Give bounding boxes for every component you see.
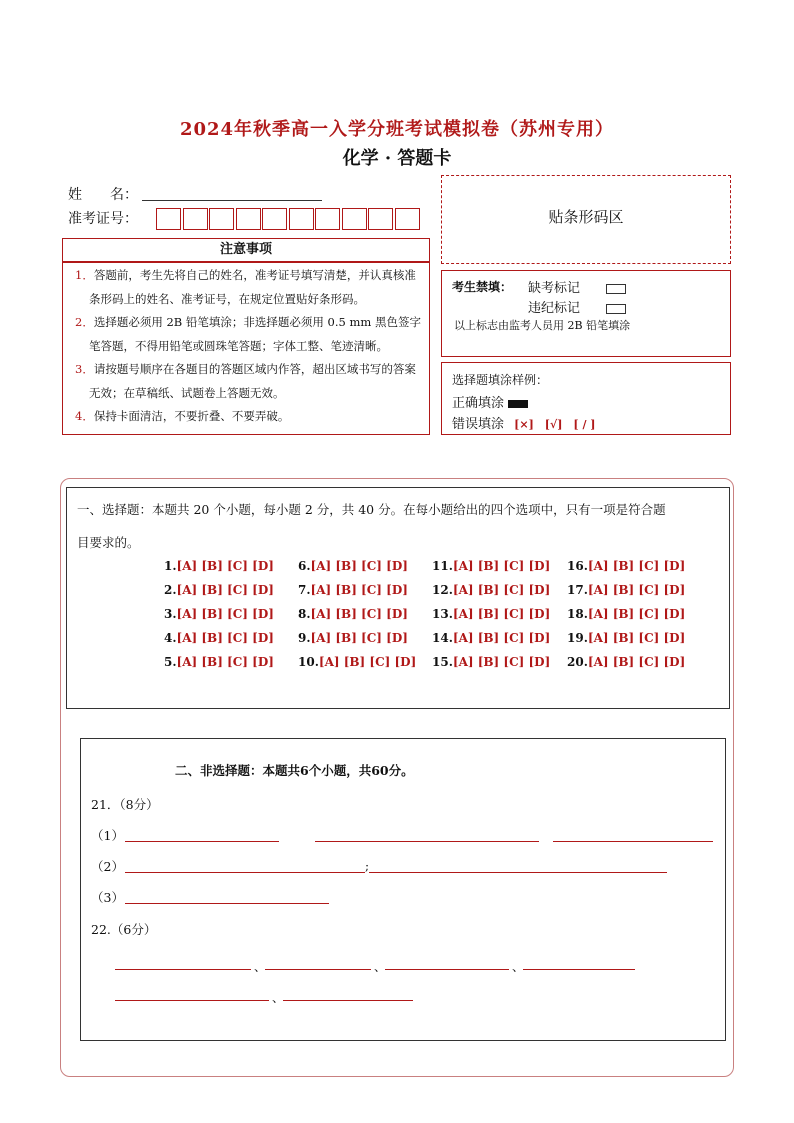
answer-options[interactable]: [A] [B] [C] [D] [587,583,686,597]
question-number: 10. [298,655,319,669]
question-number: 18. [567,607,588,621]
id-cell[interactable] [236,208,261,230]
question-number: 4. [164,631,177,645]
forbidden-note: 以上标志由监考人员用 2B 铅笔填涂 [454,319,631,332]
question-number: 11. [432,559,453,573]
answer-options[interactable]: [A] [B] [C] [D] [452,583,551,597]
section2-heading: 二、非选择题：本题共6个小题，共60分。 [175,763,414,778]
id-label: 准考证号： [68,211,138,227]
answer-line[interactable] [115,969,251,970]
question-number: 1. [164,559,177,573]
answer-options[interactable]: [A] [B] [C] [D] [587,607,686,621]
question-number: 15. [432,655,453,669]
sample-panel [441,362,731,435]
answer-line[interactable] [125,903,329,904]
question-number: 6. [298,559,311,573]
answer-line[interactable] [315,841,539,842]
wrong-row [452,413,596,432]
q21-label: 21．（8分） [91,797,159,812]
answer-line[interactable] [283,1000,413,1001]
section2-box [80,738,726,1041]
answer-options[interactable]: [A] [B] [C] [D] [587,655,686,669]
barcode-area [441,175,731,264]
choice-question[interactable] [164,559,274,573]
id-cell[interactable] [315,208,340,230]
violation-label: 违纪标记 [528,301,581,316]
separator-mark: 、 [272,991,285,1005]
barcode-label: 贴条形码区 [548,208,624,226]
id-cell[interactable] [262,208,287,230]
correct-row [452,392,528,411]
notice-title: 注意事项 [219,242,272,257]
question-number: 8. [298,607,311,621]
id-cell[interactable] [156,208,181,230]
absent-row [528,277,626,296]
answer-options[interactable]: [A] [B] [C] [D] [318,655,417,669]
id-cell[interactable] [342,208,367,230]
choice-question[interactable] [432,559,550,573]
choice-question[interactable] [432,631,550,645]
id-cell[interactable] [289,208,314,230]
question-number: 13. [432,607,453,621]
answer-line[interactable] [125,872,365,873]
answer-options[interactable]: [A] [B] [C] [D] [310,631,408,645]
q21-part1-label: （1） [91,828,124,843]
id-cell[interactable] [209,208,234,230]
question-number: 5. [164,655,177,669]
notice-header [62,238,430,262]
choice-question[interactable] [298,655,416,669]
answer-line[interactable] [553,841,713,842]
wrong-marks: [×] [√] [ / ] [514,418,596,431]
question-number: 7. [298,583,311,597]
violation-mark-box[interactable] [606,304,626,314]
section1-heading: 一、选择题：本题共 20 个小题，每小题 2 分，共 40 分。在每小题给出的四个选项中，只有一项是符合题 [77,502,666,517]
answer-options[interactable]: [A] [B] [C] [D] [452,655,551,669]
question-number: 3. [164,607,177,621]
answer-line[interactable] [523,969,635,970]
answer-line[interactable] [369,872,667,873]
choice-question[interactable] [432,607,550,621]
violation-row [528,297,626,316]
choice-question[interactable] [432,655,550,669]
choice-question[interactable] [164,631,274,645]
separator-mark: 、 [512,960,525,974]
answer-options[interactable]: [A] [B] [C] [D] [587,559,686,573]
name-label: 姓 名： [68,187,138,203]
absent-mark-box[interactable] [606,284,626,294]
notice-item: 3．请按题号顺序在各题目的答题区域内作答，超出区域书写的答案无效；在草稿纸、试题卷上答题无效。 [75,362,416,400]
answer-line[interactable] [125,841,279,842]
choice-question[interactable] [164,583,274,597]
choice-question[interactable] [432,583,550,597]
q22-label: 22.（6分） [91,922,157,937]
answer-options[interactable]: [A] [B] [C] [D] [310,559,408,573]
answer-options[interactable]: [A] [B] [C] [D] [176,607,274,621]
answer-options[interactable]: [A] [B] [C] [D] [310,607,408,621]
question-number: 16. [567,559,588,573]
answer-options[interactable]: [A] [B] [C] [D] [452,559,551,573]
separator-mark: 、 [254,960,267,974]
answer-options[interactable]: [A] [B] [C] [D] [176,655,274,669]
answer-options[interactable]: [A] [B] [C] [D] [452,607,551,621]
separator-mark: 、 [374,960,387,974]
choice-question[interactable] [298,559,408,573]
choice-question[interactable] [164,607,274,621]
semicolon-mark: ; [365,859,370,873]
choice-question[interactable] [567,583,685,597]
question-number: 20. [567,655,588,669]
answer-line[interactable] [265,969,371,970]
forbidden-label: 考生禁填： [452,280,513,294]
id-number-boxes[interactable] [156,208,421,230]
choice-question[interactable] [164,655,274,669]
forbidden-panel [441,270,731,357]
section1-box [66,487,730,709]
answer-options[interactable]: [A] [B] [C] [D] [176,559,274,573]
answer-options[interactable]: [A] [B] [C] [D] [310,583,408,597]
question-number: 2. [164,583,177,597]
wrong-label: 错误填涂 [452,417,505,432]
answer-options[interactable]: [A] [B] [C] [D] [176,583,274,597]
choice-question[interactable] [567,607,685,621]
sample-title: 选择题填涂样例： [452,373,549,387]
choice-question[interactable] [298,631,408,645]
answer-line[interactable] [385,969,509,970]
section1-heading-2: 目要求的。 [77,535,140,550]
answer-options[interactable]: [A] [B] [C] [D] [587,631,686,645]
question-number: 19. [567,631,588,645]
choice-question[interactable] [567,655,685,669]
question-number: 9. [298,631,311,645]
page-title: 2024年秋季高一入学分班考试模拟卷（苏州专用） [179,119,615,140]
choice-question[interactable] [567,559,685,573]
question-number: 12. [432,583,453,597]
page-subtitle: 化学 · 答题卡 [342,148,452,169]
filled-mark [508,400,528,408]
correct-label: 正确填涂 [452,396,505,411]
id-cell[interactable] [395,208,420,230]
question-number: 14. [432,631,453,645]
answer-line[interactable] [115,1000,269,1001]
choice-question[interactable] [298,583,408,597]
question-number: 17. [567,583,588,597]
id-cell[interactable] [183,208,208,230]
notice-item: 2．选择题必须用 2B 铅笔填涂；非选择题必须用 0.5 mm 黑色签字笔答题，不得用铅笔或圆珠笔答题；字体工整、笔迹清晰。 [75,315,421,353]
q21-part3-label: （3） [91,890,124,905]
answer-options[interactable]: [A] [B] [C] [D] [176,631,274,645]
choice-question[interactable] [298,607,408,621]
id-cell[interactable] [368,208,393,230]
notice-item: 4．保持卡面清洁，不要折叠、不要弄破。 [75,409,290,423]
name-field[interactable] [142,200,322,201]
q21-part2-label: （2） [91,859,124,874]
answer-options[interactable]: [A] [B] [C] [D] [452,631,551,645]
notice-panel [62,262,430,435]
choice-question[interactable] [567,631,685,645]
absent-label: 缺考标记 [528,281,581,296]
notice-item: 1．答题前，考生先将自己的姓名，准考证号填写清楚，并认真核准条形码上的姓名、准考证号，在规定位置贴好条形码。 [75,268,416,306]
